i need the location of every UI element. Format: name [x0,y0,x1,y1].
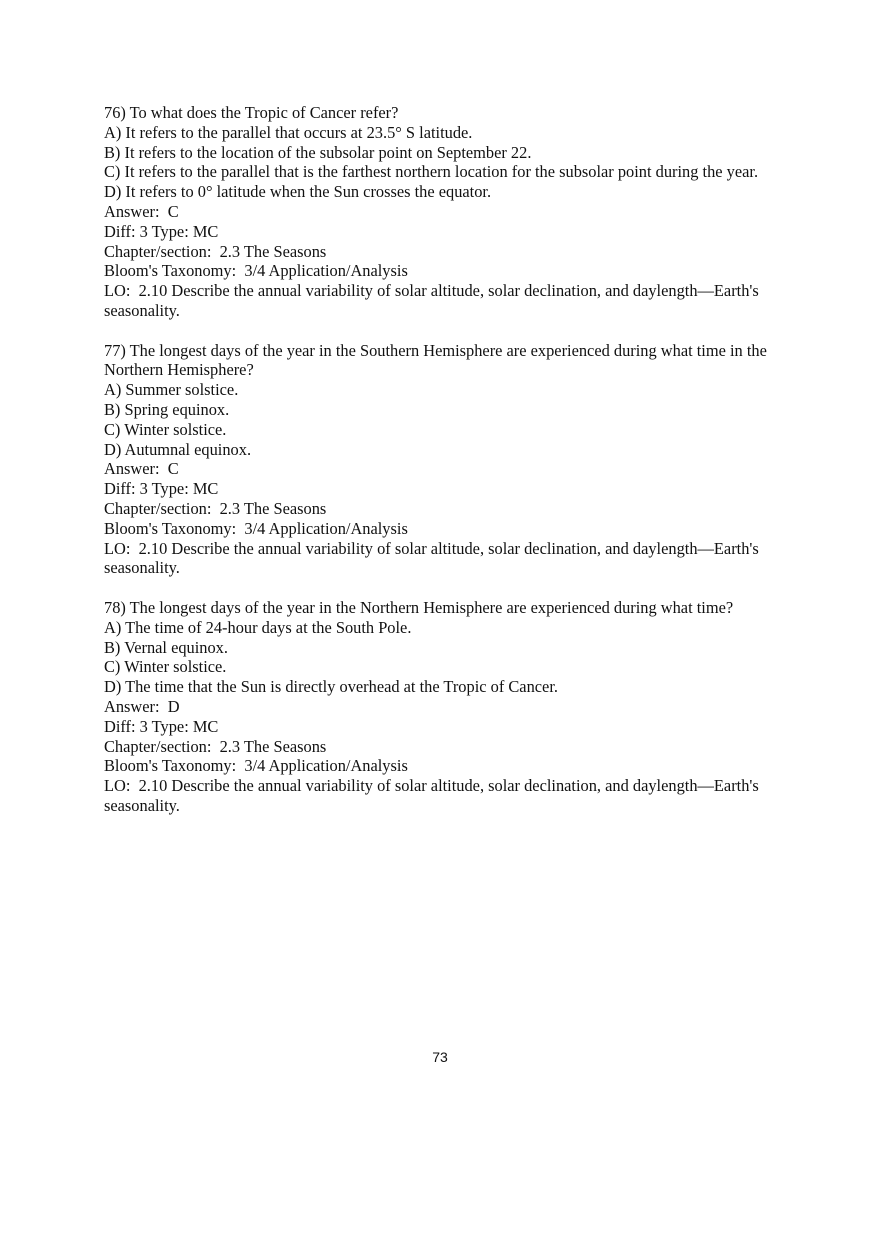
question-76 [104,103,794,321]
answer-option: A) Summer solstice. [104,380,239,400]
answer-option: B) Vernal equinox. [104,637,228,657]
answer-option: D) The time that the Sun is directly overhead at the Tropic of Cancer. [104,677,558,697]
learning-objective: LO: 2.10 Describe the annual variability of solar altitude, solar declination, and daylength—Earth's seasonality. [104,281,763,320]
difficulty-type: Diff: 3 Type: MC [104,221,219,241]
question-stem: 78) The longest days of the year in the Northern Hemisphere are experienced during what time? [104,597,734,617]
difficulty-type: Diff: 3 Type: MC [104,716,219,736]
answer-option: A) The time of 24-hour days at the South Pole. [104,617,412,637]
answer-key: Answer: C [104,201,179,221]
learning-objective: LO: 2.10 Describe the annual variability of solar altitude, solar declination, and daylength—Earth's seasonality. [104,776,763,815]
answer-key: Answer: D [104,696,180,716]
answer-option: A) It refers to the parallel that occurs at 23.5° S latitude. [104,122,473,142]
chapter-section: Chapter/section: 2.3 The Seasons [104,241,327,261]
blooms-taxonomy: Bloom's Taxonomy: 3/4 Application/Analysis [104,518,408,538]
question-77 [104,341,794,579]
chapter-section: Chapter/section: 2.3 The Seasons [104,498,327,518]
answer-option: B) It refers to the location of the subsolar point on September 22. [104,142,532,162]
answer-option: C) It refers to the parallel that is the farthest northern location for the subsolar point during the year. [104,162,759,182]
chapter-section: Chapter/section: 2.3 The Seasons [104,736,327,756]
question-stem: 77) The longest days of the year in the Southern Hemisphere are experienced during what time in the Northern Hemisphere? [104,340,771,380]
answer-option: D) Autumnal equinox. [104,439,252,459]
question-78 [104,598,794,816]
answer-option: B) Spring equinox. [104,399,230,419]
answer-option: D) It refers to 0° latitude when the Sun crosses the equator. [104,182,492,202]
difficulty-type: Diff: 3 Type: MC [104,479,219,499]
page-number: 73 [432,1049,448,1065]
answer-key: Answer: C [104,459,179,479]
blooms-taxonomy: Bloom's Taxonomy: 3/4 Application/Analysis [104,261,408,281]
answer-option: C) Winter solstice. [104,657,227,677]
question-stem: 76) To what does the Tropic of Cancer refer? [104,103,399,122]
learning-objective: LO: 2.10 Describe the annual variability of solar altitude, solar declination, and daylength—Earth's seasonality. [104,538,763,578]
blooms-taxonomy: Bloom's Taxonomy: 3/4 Application/Analysis [104,756,408,776]
answer-option: C) Winter solstice. [104,419,227,439]
question-list [104,103,794,816]
